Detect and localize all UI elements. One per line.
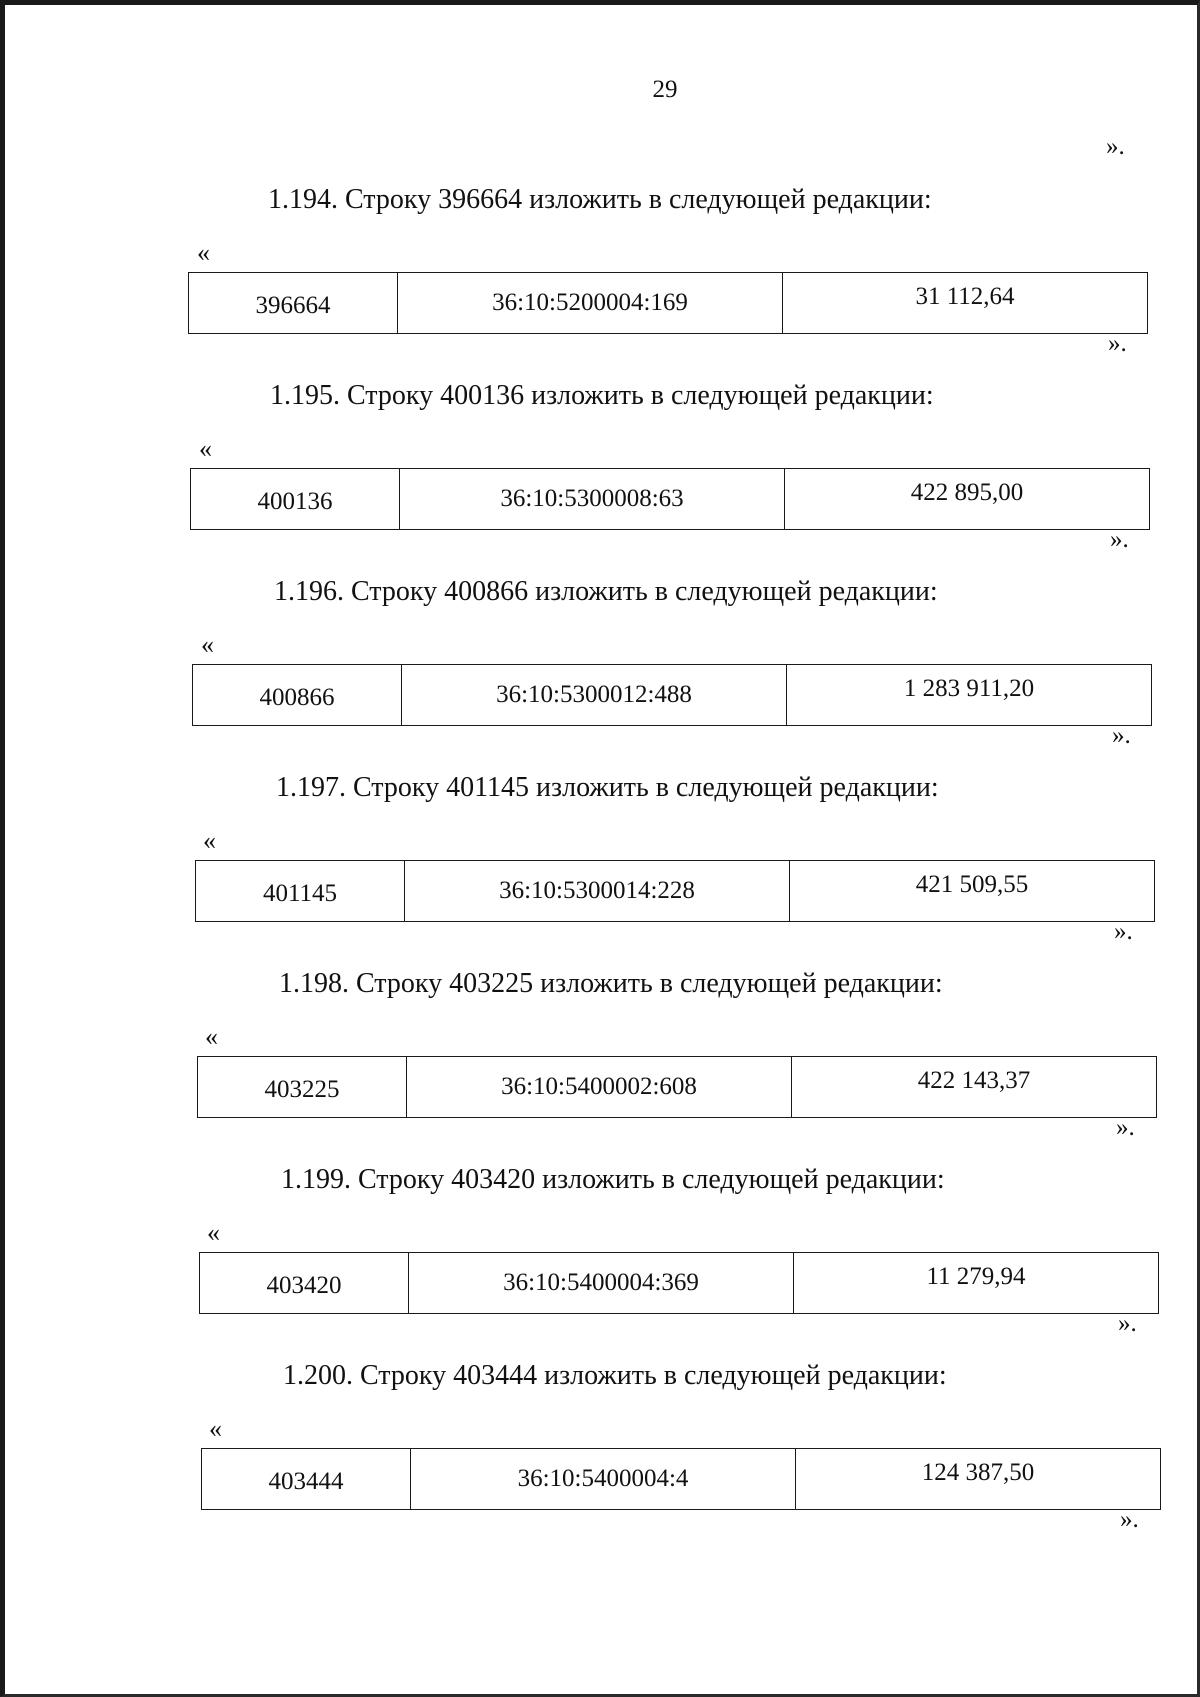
table-row — [200, 1253, 1159, 1314]
cell-cadastral-number: 36:10:5400002:608 — [407, 1057, 792, 1118]
table-row — [196, 861, 1155, 922]
cell-value: 31 112,64 — [783, 273, 1148, 334]
cell-value: 422 895,00 — [785, 469, 1150, 530]
section-heading-1-196: 1.196. Строку 400866 изложить в следующей редакции: — [274, 576, 938, 607]
section-heading-1-198: 1.198. Строку 403225 изложить в следующей редакции: — [279, 968, 943, 999]
table-1-198 — [197, 1056, 1157, 1118]
table-row — [193, 665, 1152, 726]
cell-code: 403225 — [198, 1057, 407, 1118]
table-1-195 — [190, 468, 1150, 530]
table-row — [191, 469, 1150, 530]
table-1-196 — [192, 664, 1152, 726]
cell-code: 401145 — [196, 861, 405, 922]
table-row — [189, 273, 1148, 334]
opening-quote-1-194: « — [197, 238, 210, 267]
table-row — [202, 1449, 1161, 1510]
closing-quote-1-195: ». — [1110, 526, 1129, 553]
section-heading-1-200: 1.200. Строку 403444 изложить в следующей редакции: — [283, 1360, 947, 1391]
cell-value: 11 279,94 — [794, 1253, 1159, 1314]
cell-code: 400866 — [193, 665, 402, 726]
page-number: 29 — [652, 76, 678, 103]
closing-quote-1-194: ». — [1108, 330, 1127, 357]
opening-quote-1-200: « — [209, 1414, 222, 1443]
opening-quote-1-197: « — [203, 826, 216, 855]
top-closing-quote: ». — [1106, 133, 1125, 160]
cell-cadastral-number: 36:10:5300008:63 — [400, 469, 785, 530]
cell-code: 403420 — [200, 1253, 409, 1314]
closing-quote-1-196: ». — [1112, 722, 1131, 749]
section-heading-1-195: 1.195. Строку 400136 изложить в следующей редакции: — [270, 380, 934, 411]
section-heading-1-199: 1.199. Строку 403420 изложить в следующей редакции: — [281, 1164, 945, 1195]
cell-code: 396664 — [189, 273, 398, 334]
opening-quote-1-196: « — [201, 630, 214, 659]
section-heading-1-194: 1.194. Строку 396664 изложить в следующей редакции: — [268, 184, 932, 215]
cell-cadastral-number: 36:10:5200004:169 — [398, 273, 783, 334]
table-1-194 — [188, 272, 1148, 334]
cell-value: 421 509,55 — [790, 861, 1155, 922]
cell-value: 422 143,37 — [792, 1057, 1157, 1118]
closing-quote-1-197: ». — [1114, 918, 1133, 945]
table-1-200 — [201, 1448, 1161, 1510]
closing-quote-1-198: ». — [1116, 1114, 1135, 1141]
opening-quote-1-198: « — [205, 1022, 218, 1051]
opening-quote-1-199: « — [207, 1218, 220, 1247]
cell-value: 1 283 911,20 — [787, 665, 1152, 726]
table-row — [198, 1057, 1157, 1118]
table-1-197 — [195, 860, 1155, 922]
section-heading-1-197: 1.197. Строку 401145 изложить в следующей редакции: — [276, 772, 939, 803]
cell-code: 403444 — [202, 1449, 411, 1510]
closing-quote-1-199: ». — [1118, 1310, 1137, 1337]
closing-quote-1-200: ». — [1120, 1506, 1139, 1533]
opening-quote-1-195: « — [199, 434, 212, 463]
cell-cadastral-number: 36:10:5300014:228 — [405, 861, 790, 922]
cell-cadastral-number: 36:10:5400004:369 — [409, 1253, 794, 1314]
cell-cadastral-number: 36:10:5300012:488 — [402, 665, 787, 726]
table-1-199 — [199, 1252, 1159, 1314]
cell-cadastral-number: 36:10:5400004:4 — [411, 1449, 796, 1510]
cell-code: 400136 — [191, 469, 400, 530]
cell-value: 124 387,50 — [796, 1449, 1161, 1510]
